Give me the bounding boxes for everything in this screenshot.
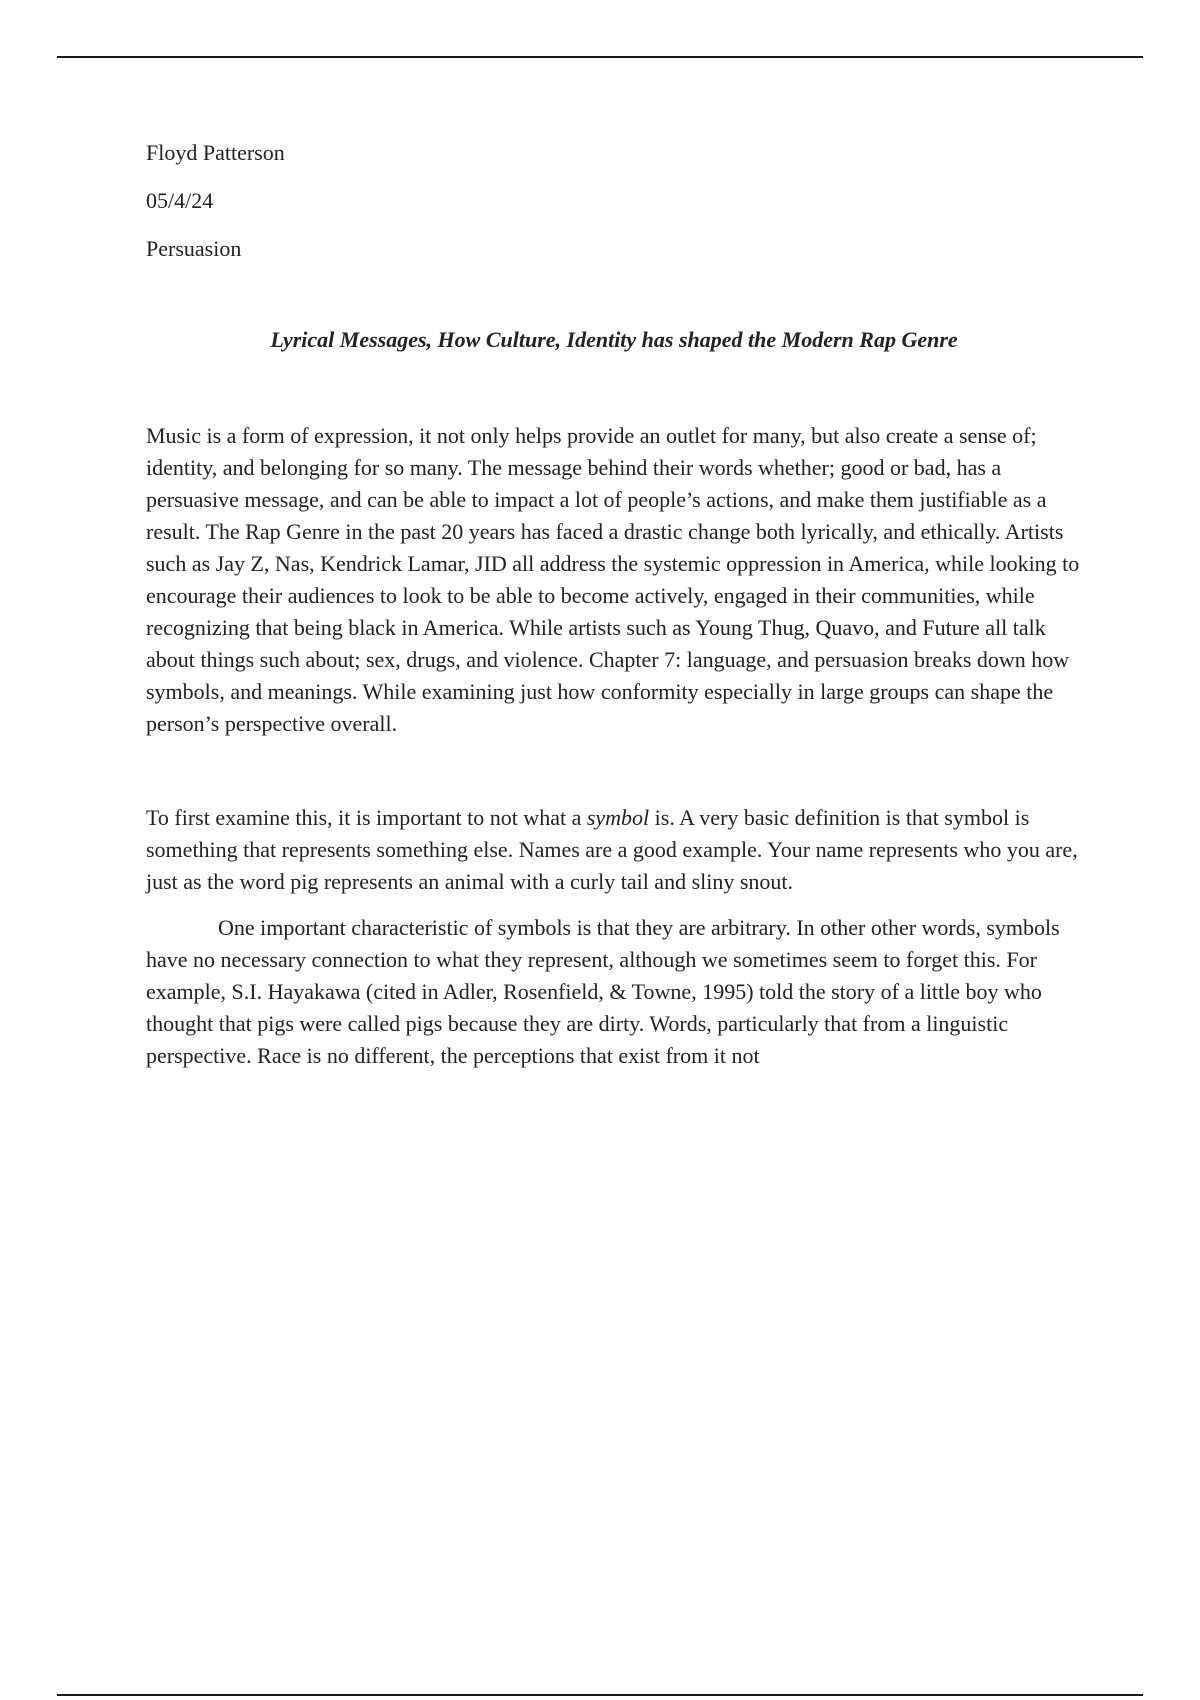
document-page [146, 140, 1082, 1072]
essay-title: Lyrical Messages, How Culture, Identity has shaped the Modern Rap Genre [270, 327, 958, 352]
top-page-rule [57, 56, 1143, 58]
body-paragraph-1: Music is a form of expression, it not only helps provide an outlet for many, but also create a sense of; identity, and belonging for so many. The message behind their words whether; good or bad, has a persuasive message, and can be able to impact a lot of people’s actions, and make them justifiable as a result. The Rap Genre in the past 20 years has faced a drastic change both lyrically, and ethically. Artists such as Jay Z, Nas, Kendrick Lamar, JID all address the systemic oppression in America, while looking to encourage their audiences to look to be able to become actively, engaged in their communities, while recognizing that being black in America. While artists such as Young Thug, Quavo, and Future all talk about things such about; sex, drugs, and violence. Chapter 7: language, and persuasion breaks down how symbols, and meanings. While examining just how conformity especially in large groups can shape the person’s perspective overall. [146, 423, 1080, 736]
symbol-emphasis: symbol [586, 805, 650, 830]
document-date: 05/4/24 [146, 188, 214, 213]
body-paragraph-3: One important characteristic of symbols is that they are arbitrary. In other other words, symbols have no necessary connection to what they represent, although we sometimes seem to forget this. For example, S.I. Hayakawa (cited in Adler, Rosenfield, & Towne, 1995) told the story of a little boy who thought that pigs were called pigs because they are dirty. Words, particularly that from a linguistic perspective. Race is no different, the perceptions that exist from it not [146, 915, 1060, 1068]
paragraph-2-text-end: is. A very basic definition is that symbol is something that represents something else. Names are a good example. Your name represents who you are, just as the word pig represents an animal with a curly tail and sliny snout. [146, 805, 1078, 894]
course-name: Persuasion [146, 236, 242, 261]
paragraph-2-text-start: To first examine this, it is important to not what a [146, 805, 587, 830]
bottom-page-rule [57, 1694, 1143, 1696]
body-paragraph-2 [146, 802, 1082, 898]
author-name: Floyd Patterson [146, 140, 285, 165]
